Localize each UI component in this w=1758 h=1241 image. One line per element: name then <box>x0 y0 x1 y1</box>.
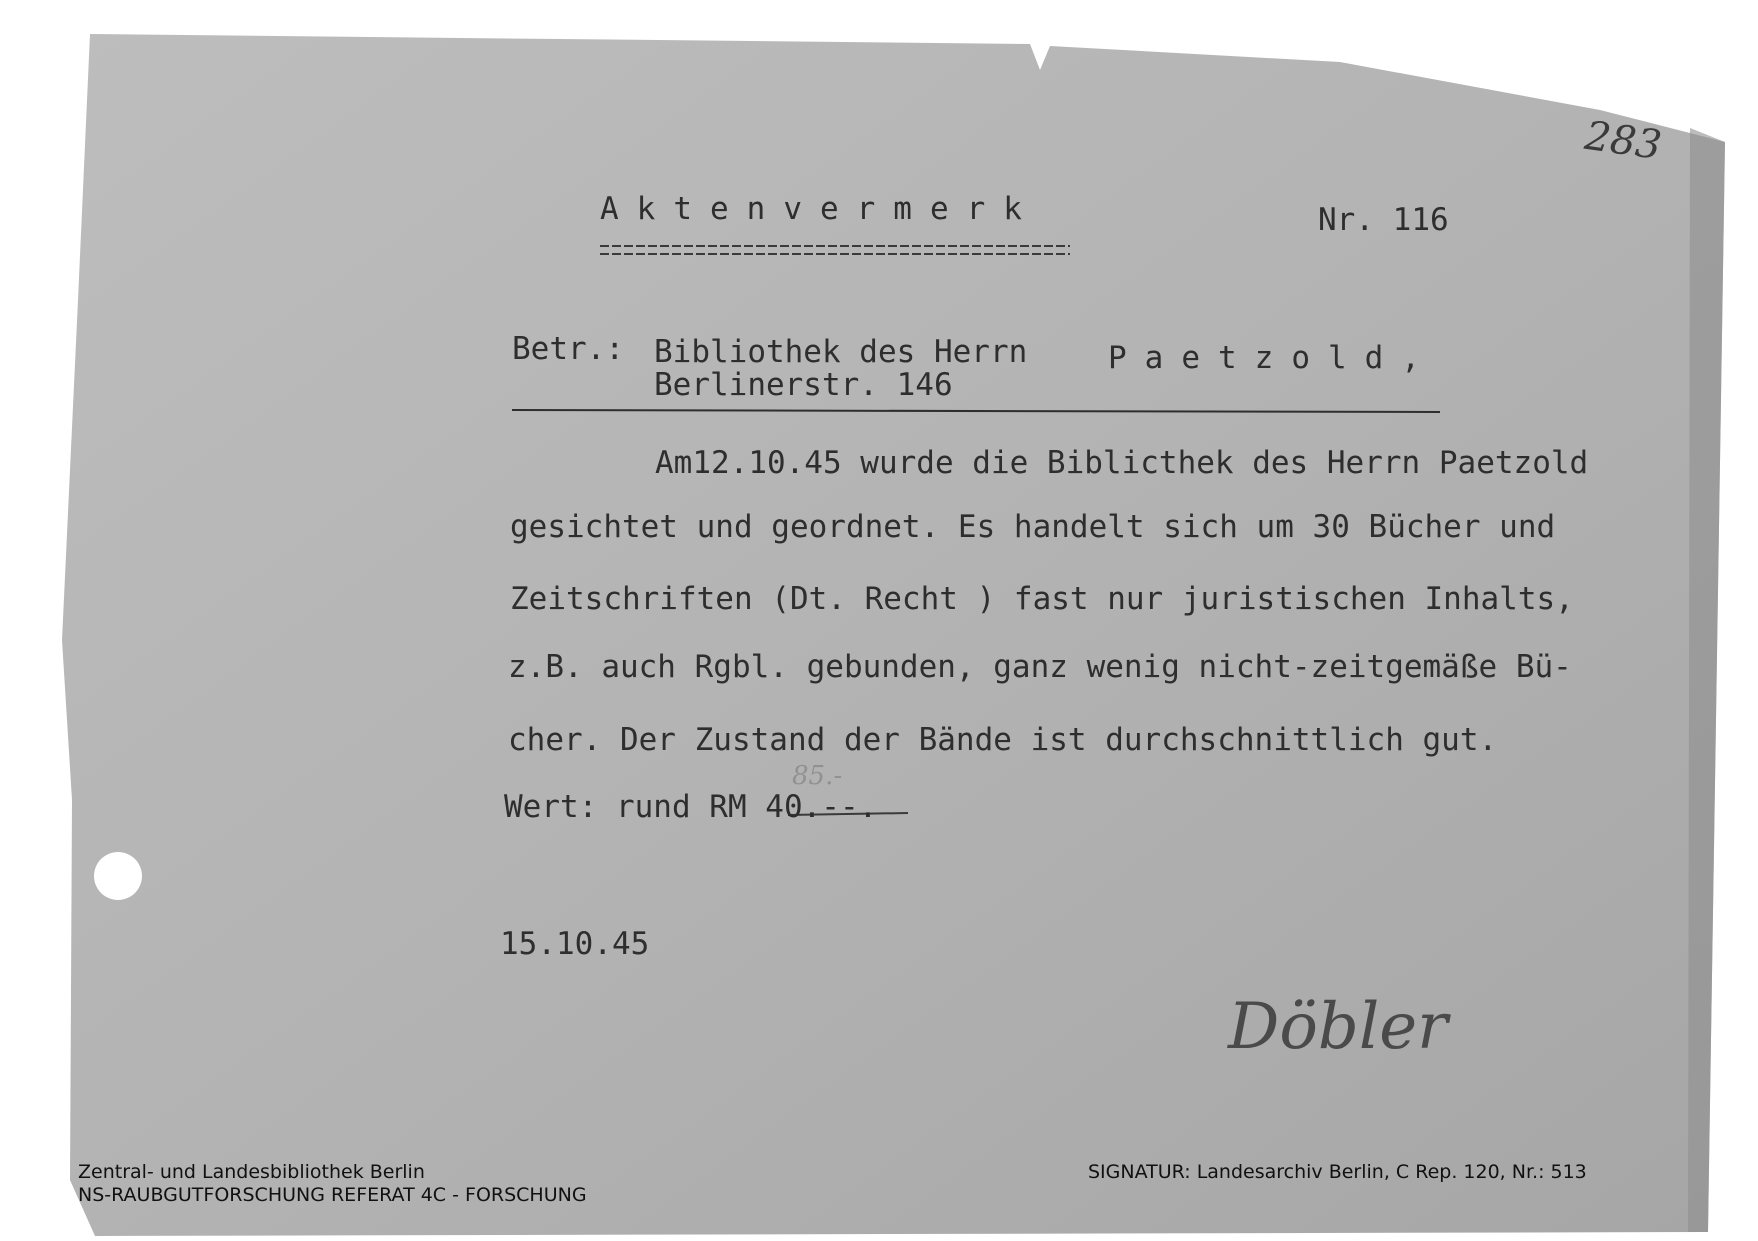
punch-hole <box>94 852 142 900</box>
body-line: Am12.10.45 wurde die Biblicthek des Herrn Paetzold <box>655 445 1589 481</box>
footer-institution: Zentral- und Landesbibliothek Berlin <box>78 1161 425 1183</box>
subject-text: Bibliothek des Herrn <box>654 334 1028 370</box>
page-number: 283 <box>1582 112 1665 170</box>
document-number: Nr. 116 <box>1318 202 1449 238</box>
subject-label: Betr.: <box>512 331 624 367</box>
subject-address: Berlinerstr. 146 <box>654 367 953 403</box>
document-title: Aktenvermerk <box>600 191 1040 227</box>
subject-name: Paetzold, <box>1108 340 1438 376</box>
body-line: Wert: rund RM 40.--. <box>504 789 878 825</box>
body-line: z.B. auch Rgbl. gebunden, ganz wenig nicht-zeitgemäße Bü- <box>508 649 1572 685</box>
document-date: 15.10.45 <box>500 926 650 962</box>
body-line: cher. Der Zustand der Bände ist durchschnittlich gut. <box>508 722 1498 758</box>
pencil-mark: 85.- <box>792 761 843 791</box>
footer-signature-ref: SIGNATUR: Landesarchiv Berlin, C Rep. 120, Nr.: 513 <box>1088 1161 1587 1183</box>
signature: Döbler <box>1228 990 1448 1064</box>
body-line: Zeitschriften (Dt. Recht ) fast nur juristischen Inhalts, <box>510 581 1574 617</box>
paper-right-shadow <box>1688 128 1725 1232</box>
body-line: gesichtet und geordnet. Es handelt sich um 30 Bücher und <box>510 509 1556 545</box>
footer-department: NS-RAUBGUTFORSCHUNG REFERAT 4C - FORSCHUNG <box>78 1184 587 1206</box>
